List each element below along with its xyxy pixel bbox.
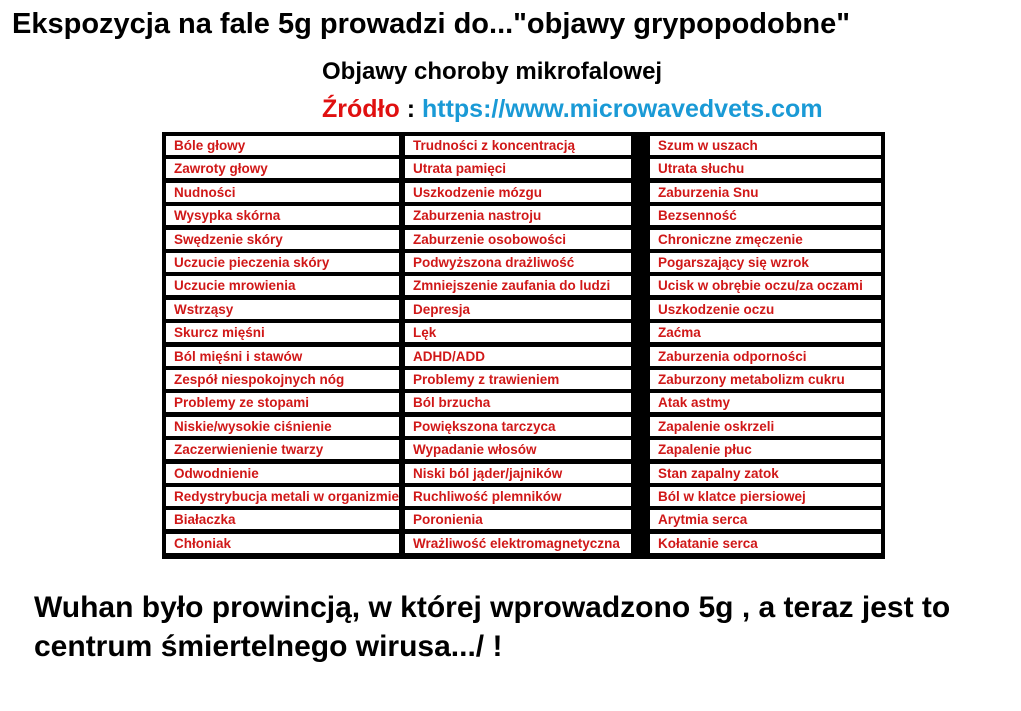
symptom-cell: Wysypka skórna — [166, 206, 399, 225]
symptom-cell: Zaczerwienienie twarzy — [166, 440, 399, 459]
source-label: Źródło — [322, 95, 400, 123]
source-url: https://www.microwavedvets.com — [421, 95, 823, 123]
symptom-cell: Zaburzenia odporności — [650, 347, 881, 366]
symptom-cell: Utrata pamięci — [405, 159, 631, 178]
symptom-table — [162, 132, 885, 559]
subtitle: Objawy choroby mikrofalowej — [322, 58, 663, 85]
symptom-cell: Podwyższona drażliwość — [405, 253, 631, 272]
symptom-cell: Szum w uszach — [650, 136, 881, 155]
symptom-cell: Ból brzucha — [405, 393, 631, 412]
symptom-cell: Trudności z koncentracją — [405, 136, 631, 155]
footer-text: Wuhan było prowincją, w której wprowadzono 5g , a teraz jest to centrum śmiertelnego wirusa.../ ! — [34, 591, 951, 663]
symptom-cell: Niskie/wysokie ciśnienie — [166, 417, 399, 436]
symptom-cell: Uszkodzenie mózgu — [405, 183, 631, 202]
symptom-cell: Uczucie mrowienia — [166, 276, 399, 295]
symptom-cell: Uczucie pieczenia skóry — [166, 253, 399, 272]
symptom-cell: Zaburzony metabolizm cukru — [650, 370, 881, 389]
symptom-cell: Bezsenność — [650, 206, 881, 225]
symptom-cell: Atak astmy — [650, 393, 881, 412]
symptom-cell: Depresja — [405, 300, 631, 319]
symptom-cell: Zawroty głowy — [166, 159, 399, 178]
symptom-cell: Zapalenie oskrzeli — [650, 417, 881, 436]
symptom-cell: Ból w klatce piersiowej — [650, 487, 881, 506]
symptom-cell: Wrażliwość elektromagnetyczna — [405, 534, 631, 553]
symptom-cell: Białaczka — [166, 510, 399, 529]
symptom-cell: Zaburzenia nastroju — [405, 206, 631, 225]
symptom-cell: Kołatanie serca — [650, 534, 881, 553]
symptom-cell: Uszkodzenie oczu — [650, 300, 881, 319]
headline: Ekspozycja na fale 5g prowadzi do..."objawy grypopodobne" — [12, 8, 851, 40]
symptom-cell: Zaćma — [650, 323, 881, 342]
symptom-cell: Redystrybucja metali w organizmie — [166, 487, 399, 506]
symptom-cell: Ból mięśni i stawów — [166, 347, 399, 366]
symptom-cell: Odwodnienie — [166, 464, 399, 483]
symptom-cell: Zaburzenia Snu — [650, 183, 881, 202]
symptom-cell: Chłoniak — [166, 534, 399, 553]
symptom-cell: Poronienia — [405, 510, 631, 529]
symptom-cell: Stan zapalny zatok — [650, 464, 881, 483]
symptom-cell: Zmniejszenie zaufania do ludzi — [405, 276, 631, 295]
source-line — [322, 95, 823, 124]
symptom-cell: Nudności — [166, 183, 399, 202]
source-separator: : — [399, 95, 422, 123]
symptom-cell: Ruchliwość plemników — [405, 487, 631, 506]
symptom-cell: Wstrząsy — [166, 300, 399, 319]
symptom-cell: Wypadanie włosów — [405, 440, 631, 459]
symptom-cell: Lęk — [405, 323, 631, 342]
symptom-cell: ADHD/ADD — [405, 347, 631, 366]
symptom-cell: Swędzenie skóry — [166, 230, 399, 249]
symptom-cell: Zaburzenie osobowości — [405, 230, 631, 249]
symptom-cell: Skurcz mięśni — [166, 323, 399, 342]
symptom-cell: Zapalenie płuc — [650, 440, 881, 459]
symptom-cell: Zespół niespokojnych nóg — [166, 370, 399, 389]
symptom-cell: Problemy ze stopami — [166, 393, 399, 412]
symptom-cell: Niski ból jąder/jajników — [405, 464, 631, 483]
symptom-cell: Bóle głowy — [166, 136, 399, 155]
symptom-cell: Pogarszający się wzrok — [650, 253, 881, 272]
symptom-cell: Ucisk w obrębie oczu/za oczami — [650, 276, 881, 295]
symptom-cell: Problemy z trawieniem — [405, 370, 631, 389]
symptom-cell: Arytmia serca — [650, 510, 881, 529]
symptom-cell: Powiększona tarczyca — [405, 417, 631, 436]
symptom-cell: Utrata słuchu — [650, 159, 881, 178]
symptom-cell: Chroniczne zmęczenie — [650, 230, 881, 249]
